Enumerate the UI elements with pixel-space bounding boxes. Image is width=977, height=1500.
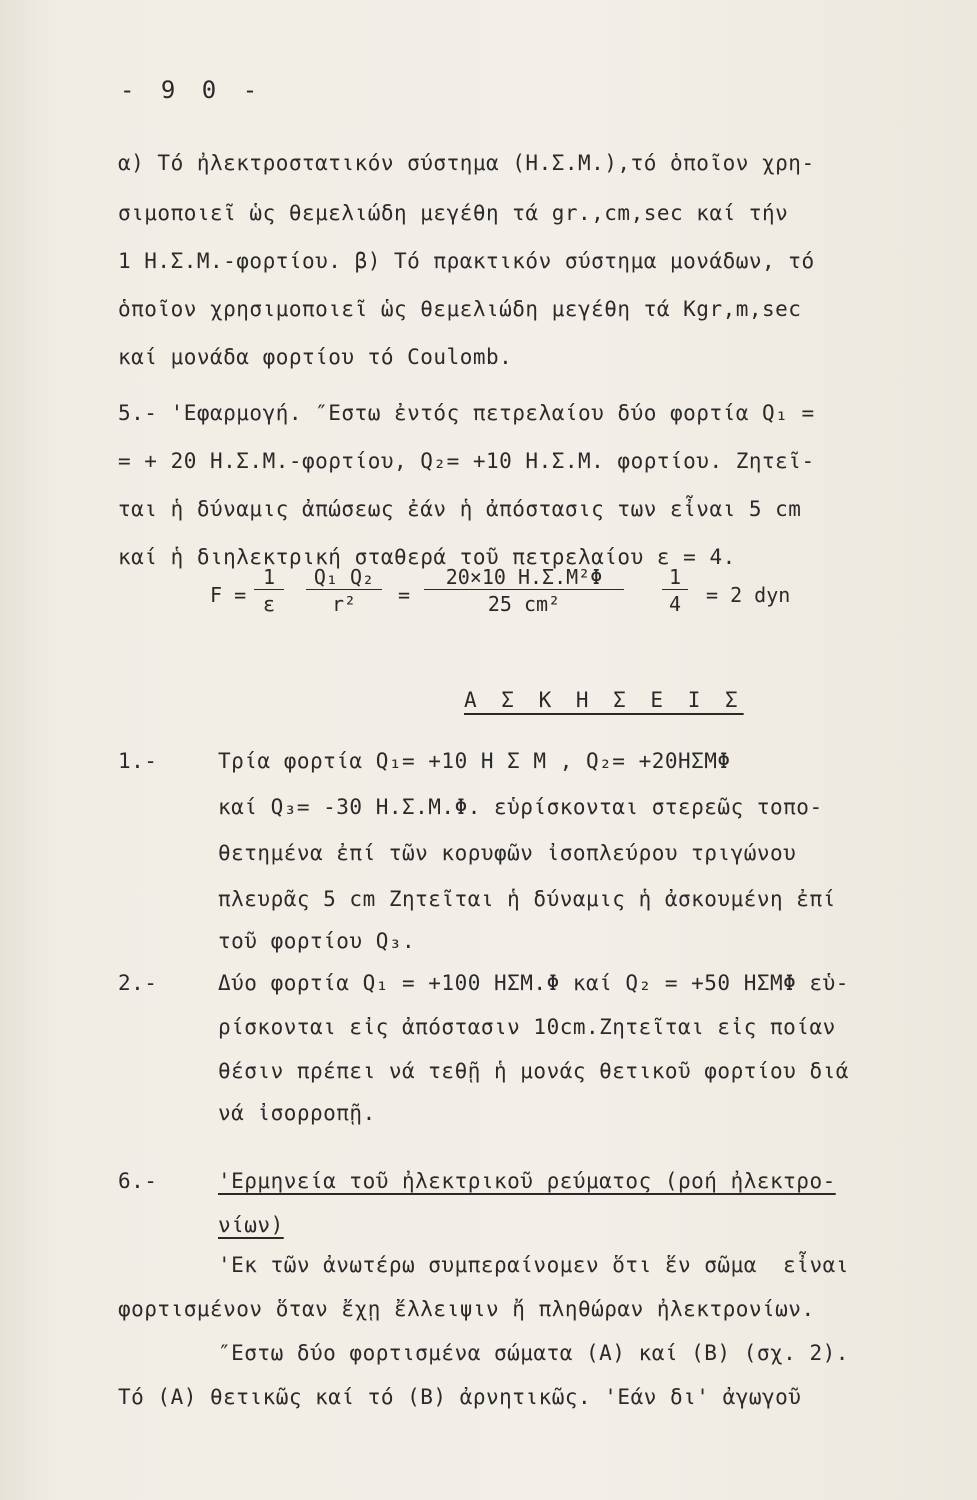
formula-lhs: F = <box>210 583 247 607</box>
fraction-3-num: 20×10 Η.Σ.Μ²Φ <box>424 565 624 590</box>
fraction-2-num: Q₁ Q₂ <box>306 565 382 590</box>
fraction-2 <box>306 565 382 616</box>
fraction-1-num: 1 <box>254 565 284 590</box>
exercise-line: πλευρᾶς 5 cm Ζητεῖται ἡ δύναμις ἡ ἀσκουμένη ἐπί <box>218 887 836 911</box>
exercise-line: θετημένα ἐπί τῶν κορυφῶν ἰσοπλεύρου τριγώνου <box>218 841 797 865</box>
formula-result: = 2 dyn <box>706 583 791 607</box>
text-line: Τό (Α) θετικῶς καί τό (Β) ἀρνητικῶς. 'Εάν δι' ἀγωγοῦ <box>118 1385 802 1409</box>
exercise-line: Δύο φορτία Q₁ = +100 ΗΣΜ.Φ καί Q₂ = +50 ΗΣΜΦ εὑ- <box>218 971 849 995</box>
fraction-4-num: 1 <box>662 565 688 590</box>
section-title: νίων) <box>218 1213 284 1237</box>
fraction-4-den: 4 <box>668 592 682 616</box>
text-line: ὁποῖον χρησιμοποιεῖ ὡς θεμελιώδη μεγέθη τά Kgr,m,sec <box>118 297 802 321</box>
fraction-3-den: 25 cm² <box>487 592 561 616</box>
fraction-3 <box>424 565 624 616</box>
section-title: 'Ερμηνεία τοῦ ἠλεκτρικοῦ ρεύματος (ροή ἠλεκτρο- <box>218 1169 836 1193</box>
formula-equals: = <box>398 583 411 607</box>
text-line: καί μονάδα φορτίου τό Coulomb. <box>118 345 513 369</box>
text-line: σιμοποιεῖ ὡς θεμελιώδη μεγέθη τά gr.,cm,sec καί τήν <box>118 201 789 225</box>
exercise-line: ρίσκονται εἰς ἀπόστασιν 10cm.Ζητεῖται εἰς ποίαν <box>218 1015 836 1039</box>
text-line: 'Εκ τῶν ἀνωτέρω συμπεραίνομεν ὅτι ἕν σῶμα εἶναι <box>218 1253 849 1277</box>
text-line: α) Τό ἠλεκτροστατικόν σύστημα (Η.Σ.Μ.),τό ὁποῖον χρη- <box>118 151 815 175</box>
force-formula <box>210 565 830 625</box>
exercise-line: Τρία φορτία Q₁= +10 Η Σ Μ , Q₂= +20ΗΣΜΦ <box>218 749 731 773</box>
text-line: 1 Η.Σ.Μ.-φορτίου. β) Τό πρακτικόν σύστημα μονάδων, τό <box>118 249 815 273</box>
fraction-4 <box>662 565 688 616</box>
fraction-1-den: ε <box>262 592 276 616</box>
text-line: 5.- 'Εφαρμογή. ″Εστω ἐντός πετρελαίου δύο φορτία Q₁ = <box>118 401 815 425</box>
fraction-1 <box>254 565 284 616</box>
text-line: ″Εστω δύο φορτισμένα σώματα (Α) καί (Β) (σχ. 2). <box>218 1341 849 1365</box>
exercise-line: θέσιν πρέπει νά τεθῇ ἡ μονάς θετικοῦ φορτίου διά <box>218 1059 849 1083</box>
fraction-2-den: r² <box>331 592 357 616</box>
text-line: φορτισμένον ὅταν ἔχῃ ἔλλειψιν ἤ πληθώραν ἠλεκτρονίων. <box>118 1297 815 1321</box>
exercise-line: καί Q₃= -30 Η.Σ.Μ.Φ. εὑρίσκονται στερεῶς τοπο- <box>218 795 823 819</box>
text-line: ται ἡ δύναμις ἀπώσεως ἐάν ἡ ἀπόστασις των εἶναι 5 cm <box>118 497 802 521</box>
exercise-line: νά ἰσορροπῇ. <box>218 1101 376 1125</box>
text-line: καί ἡ διηλεκτρική σταθερά τοῦ πετρελαίου ε = 4. <box>118 545 736 569</box>
section-number: 6.- <box>118 1169 158 1193</box>
exercise-line: τοῦ φορτίου Q₃. <box>218 929 416 953</box>
page-number: - 9 0 - <box>120 76 264 104</box>
exercise-number: 2.- <box>118 971 158 995</box>
exercises-heading: Α Σ Κ Η Σ Ε Ι Σ <box>464 688 744 712</box>
exercise-number: 1.- <box>118 749 158 773</box>
text-line: = + 20 Η.Σ.Μ.-φορτίου, Q₂= +10 Η.Σ.Μ. φορτίου. Ζητεῖ- <box>118 449 815 473</box>
